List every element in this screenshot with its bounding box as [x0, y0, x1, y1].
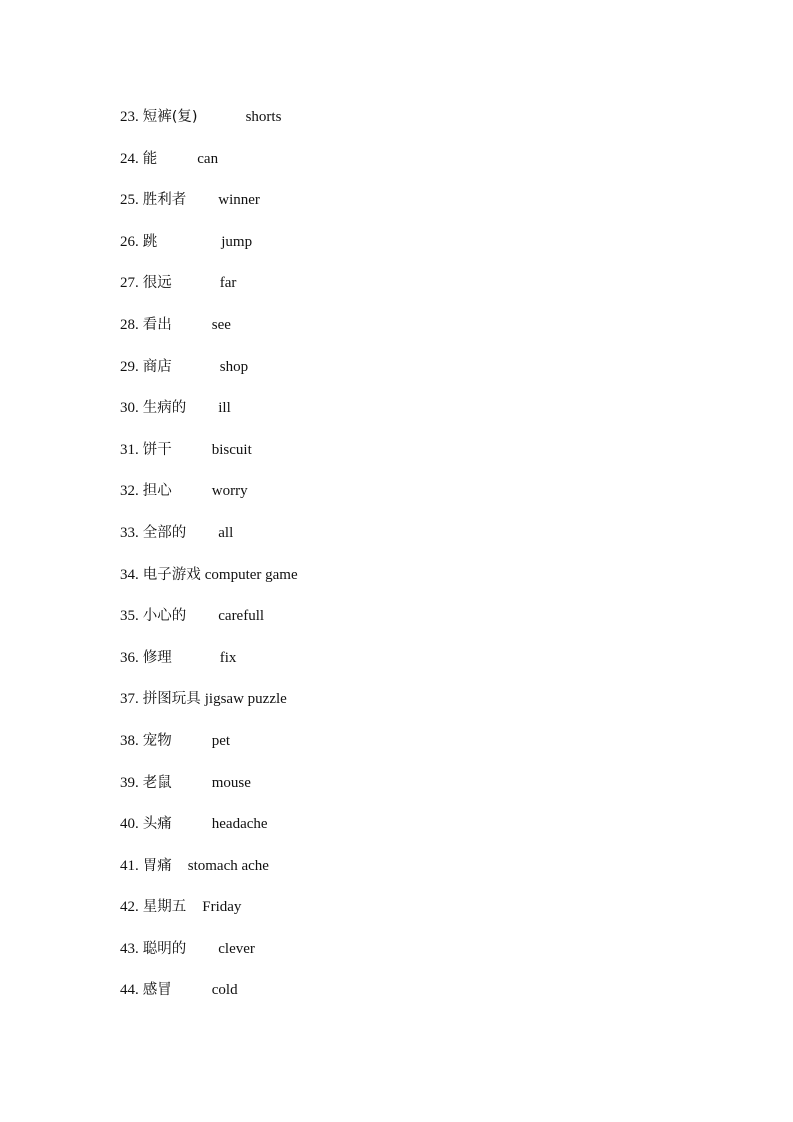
vocab-entry	[120, 730, 298, 772]
english-term: shop	[219, 358, 249, 375]
chinese-term: 饼干	[142, 441, 172, 458]
chinese-term: 短裤(复)	[142, 109, 198, 125]
entry-number: 33.	[120, 524, 139, 541]
chinese-term: 聪明的	[142, 940, 187, 957]
entry-number: 26.	[120, 233, 139, 250]
entry-number: 41.	[120, 857, 139, 874]
chinese-term: 商店	[142, 358, 172, 375]
english-term: stomach ache	[187, 857, 269, 874]
entry-number: 34.	[120, 566, 139, 583]
entry-number: 25.	[120, 192, 139, 209]
chinese-term: 很远	[142, 275, 172, 292]
english-term: winner	[218, 192, 260, 209]
chinese-term: 能	[142, 150, 158, 167]
english-term: jump	[221, 233, 253, 250]
entry-number: 39.	[120, 774, 139, 791]
vocab-entry	[120, 272, 298, 314]
chinese-term: 担心	[142, 483, 172, 500]
english-term: ill	[218, 400, 231, 417]
vocab-entry	[120, 106, 298, 148]
english-term: computer game	[204, 566, 298, 583]
entry-number: 36.	[120, 649, 139, 666]
vocab-entry	[120, 439, 298, 481]
vocabulary-list	[120, 106, 298, 1021]
english-term: far	[219, 275, 237, 292]
english-term: mouse	[211, 774, 251, 791]
entry-number: 29.	[120, 358, 139, 375]
vocab-entry	[120, 231, 298, 273]
english-term: see	[211, 316, 231, 333]
vocab-entry	[120, 688, 298, 730]
chinese-term: 小心的	[142, 608, 187, 625]
chinese-term: 全部的	[142, 524, 187, 541]
entry-number: 23.	[120, 109, 139, 125]
chinese-term: 修理	[142, 649, 172, 666]
entry-number: 42.	[120, 899, 139, 916]
vocab-entry	[120, 397, 298, 439]
chinese-term: 胃痛	[142, 857, 172, 874]
english-term: shorts	[245, 109, 282, 125]
entry-number: 40.	[120, 816, 139, 833]
vocab-entry	[120, 314, 298, 356]
english-term: can	[197, 150, 219, 167]
vocab-entry	[120, 480, 298, 522]
english-term: jigsaw puzzle	[204, 691, 287, 708]
entry-number: 43.	[120, 940, 139, 957]
entry-number: 30.	[120, 400, 139, 417]
entry-number: 24.	[120, 150, 139, 167]
entry-number: 35.	[120, 608, 139, 625]
entry-number: 31.	[120, 441, 139, 458]
english-term: all	[218, 524, 234, 541]
chinese-term: 老鼠	[142, 774, 172, 791]
english-term: biscuit	[211, 441, 252, 458]
vocab-entry	[120, 148, 298, 190]
english-term: pet	[211, 732, 231, 749]
chinese-term: 头痛	[142, 816, 172, 833]
chinese-term: 胜利者	[142, 192, 187, 209]
english-term: cold	[211, 982, 238, 999]
entry-number: 38.	[120, 732, 139, 749]
vocab-entry	[120, 855, 298, 897]
entry-number: 27.	[120, 275, 139, 292]
english-term: fix	[219, 649, 237, 666]
vocab-entry	[120, 647, 298, 689]
english-term: worry	[211, 483, 248, 500]
chinese-term: 拼图玩具	[142, 691, 201, 708]
chinese-term: 感冒	[142, 982, 172, 999]
chinese-term: 宠物	[142, 732, 172, 749]
english-term: Friday	[202, 899, 242, 916]
chinese-term: 电子游戏	[142, 566, 201, 583]
vocab-entry	[120, 189, 298, 231]
english-term: headache	[211, 816, 268, 833]
vocab-entry	[120, 564, 298, 606]
english-term: clever	[218, 940, 255, 957]
vocab-entry	[120, 522, 298, 564]
vocab-entry	[120, 979, 298, 1021]
chinese-term: 跳	[142, 233, 158, 250]
vocab-entry	[120, 356, 298, 398]
chinese-term: 生病的	[142, 400, 187, 417]
chinese-term: 星期五	[142, 899, 187, 916]
entry-number: 37.	[120, 691, 139, 708]
vocab-entry	[120, 938, 298, 980]
entry-number: 28.	[120, 316, 139, 333]
chinese-term: 看出	[142, 316, 172, 333]
vocab-entry	[120, 772, 298, 814]
vocab-entry	[120, 813, 298, 855]
entry-number: 32.	[120, 483, 139, 500]
entry-number: 44.	[120, 982, 139, 999]
english-term: carefull	[218, 608, 265, 625]
vocab-entry	[120, 896, 298, 938]
vocab-entry	[120, 605, 298, 647]
